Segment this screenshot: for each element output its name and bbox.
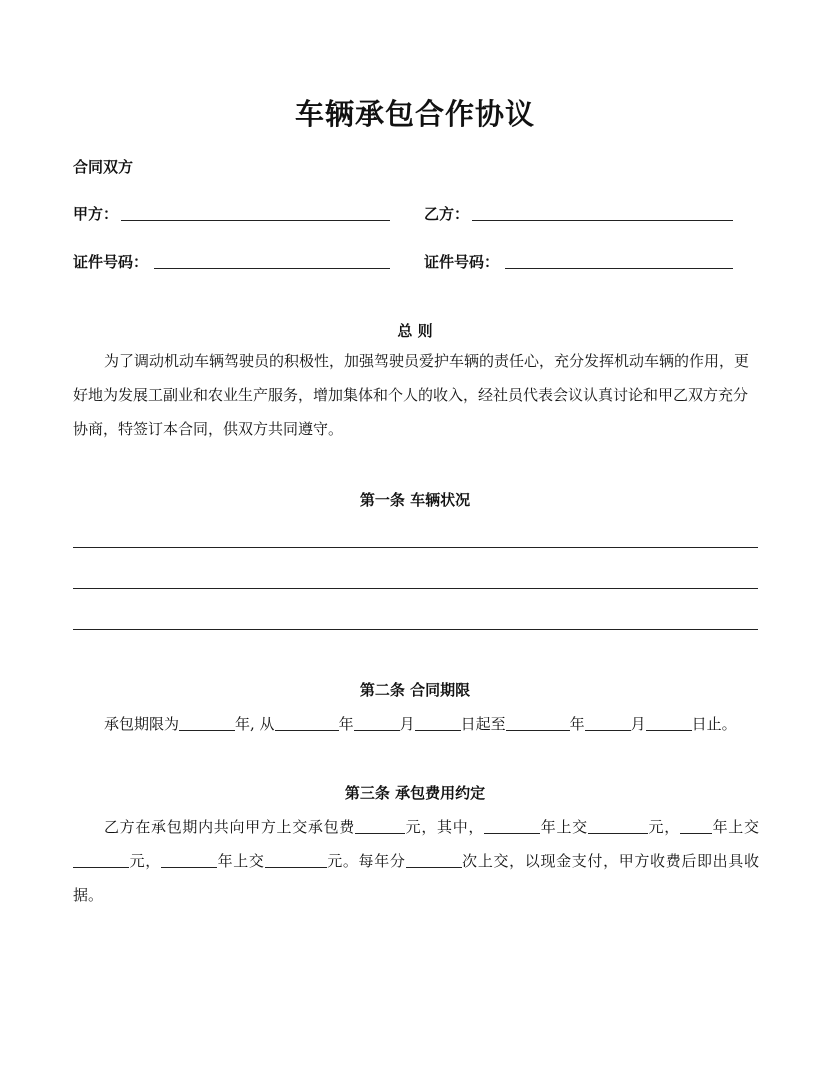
fee-text-6: 元， xyxy=(129,852,161,870)
parties-heading: 合同双方 xyxy=(73,158,134,176)
fee-text-5: 年上交 xyxy=(711,818,759,836)
total-fee-field[interactable] xyxy=(355,817,405,834)
article3-paragraph xyxy=(73,810,759,912)
year-1-amount-field[interactable] xyxy=(588,817,648,834)
year-1-field[interactable] xyxy=(484,817,540,834)
fee-text-2: 元，其中， xyxy=(404,818,485,836)
general-paragraph xyxy=(73,344,759,446)
term-text-4: 月 xyxy=(399,715,415,733)
fee-text-1: 乙方在承包期内共向甲方上交承包费 xyxy=(104,818,355,836)
start-day-field[interactable] xyxy=(415,714,461,731)
party-b-id-label: 证件号码： xyxy=(424,253,500,271)
fee-text-7: 年上交 xyxy=(216,852,265,870)
term-text-6: 年 xyxy=(569,715,585,733)
start-month-field[interactable] xyxy=(354,714,400,731)
end-year-field[interactable] xyxy=(506,714,570,731)
article2-heading: 第二条 合同期限 xyxy=(359,681,471,699)
party-b-id-field[interactable] xyxy=(505,267,733,269)
article2-paragraph xyxy=(73,707,773,741)
term-text-8: 日止。 xyxy=(691,715,737,733)
term-years-field[interactable] xyxy=(179,714,235,731)
party-a-field[interactable] xyxy=(121,219,390,221)
start-year-field[interactable] xyxy=(275,714,339,731)
general-heading: 总 则 xyxy=(397,322,433,340)
year-2-amount-field[interactable] xyxy=(73,851,129,868)
article1-heading: 第一条 车辆状况 xyxy=(359,491,471,509)
end-day-field[interactable] xyxy=(646,714,692,731)
end-month-field[interactable] xyxy=(585,714,631,731)
general-text: 为了调动机动车辆驾驶员的积极性，加强驾驶员爱护车辆的责任心，充分发挥机动车辆的作用，更好地为发展工副业和农业生产服务，增加集体和个人的收入，经社员代表会议认真讨论和甲乙双方充分协商，特签订本合同，供双方共同遵守。 xyxy=(73,352,750,438)
year-3-amount-field[interactable] xyxy=(265,851,327,868)
article3-heading: 第三条 承包费用约定 xyxy=(344,784,486,802)
fee-text-8: 元。每年分 xyxy=(326,852,406,870)
installments-field[interactable] xyxy=(406,851,462,868)
party-a-id-field[interactable] xyxy=(154,267,390,269)
party-b-field[interactable] xyxy=(472,219,733,221)
party-a-label: 甲方： xyxy=(73,205,119,223)
party-b-label: 乙方： xyxy=(424,205,470,223)
year-2-field[interactable] xyxy=(680,817,712,834)
vehicle-status-line-2[interactable] xyxy=(73,588,758,589)
term-text-2: 年, 从 xyxy=(235,715,275,733)
term-text-1: 承包期限为 xyxy=(104,715,180,733)
fee-text-9: 次上交，以现金支付，甲方收费后即出具收据。 xyxy=(73,852,759,904)
term-text-7: 月 xyxy=(630,715,646,733)
term-text-5: 日起至 xyxy=(460,715,506,733)
vehicle-status-line-3[interactable] xyxy=(73,629,758,630)
fee-text-4: 元， xyxy=(647,818,680,836)
fee-text-3: 年上交 xyxy=(540,818,588,836)
party-a-id-label: 证件号码： xyxy=(73,253,149,271)
document-title: 车辆承包合作协议 xyxy=(294,97,535,131)
vehicle-status-line-1[interactable] xyxy=(73,547,758,548)
term-text-3: 年 xyxy=(338,715,354,733)
year-3-field[interactable] xyxy=(161,851,217,868)
